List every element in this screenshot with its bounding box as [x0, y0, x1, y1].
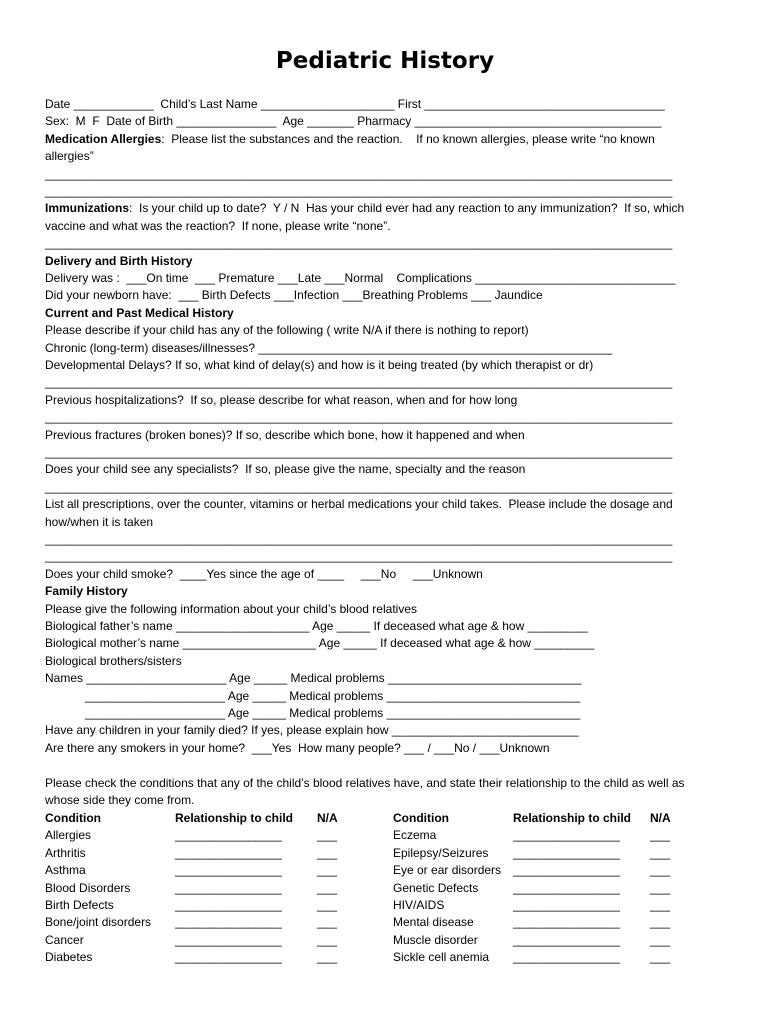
line-text: Previous hospitalizations? If so, please describe for what reason, when and for how long	[45, 392, 518, 407]
condition-name: Arthritis	[45, 845, 86, 860]
line-text: Biological brothers/sisters	[45, 653, 182, 668]
form-line	[45, 496, 673, 513]
line-text: Developmental Delays? If so, what kind of delay(s) and how is it being treated (by which therapist or dr)	[45, 358, 594, 372]
na-blank[interactable]: ___	[650, 828, 671, 843]
line-text: Previous fractures (broken bones)? If so, describe which bone, how it happened and when	[45, 427, 525, 442]
condition-name: Genetic Defects	[393, 880, 479, 895]
line-text: ______________________________________________________________________________________________	[45, 410, 673, 425]
na-blank[interactable]: ___	[317, 932, 338, 947]
form-line	[45, 131, 655, 148]
condition-name: Epilepsy/Seizures	[393, 845, 489, 860]
section-heading: Delivery and Birth History	[45, 253, 193, 268]
na-blank[interactable]: ___	[650, 950, 671, 965]
line-text: whose side they come from.	[45, 793, 195, 807]
condition-name: Cancer	[45, 932, 84, 947]
form-line	[45, 566, 483, 583]
line-text: Date ____________ Child’s Last Name ____________________ First ____________________________________	[45, 97, 665, 111]
form-line	[45, 270, 675, 287]
line-text: ______________________________________________________________________________________________	[45, 375, 673, 390]
line-text: Please check the conditions that any of the child’s blood relatives have, and state their relationship to the child as well as	[45, 775, 685, 790]
line-text: Sex: M F Date of Birth _______________ Age _______ Pharmacy _____________________________________	[45, 114, 662, 129]
na-blank[interactable]: ___	[317, 880, 338, 895]
line-text: Did your newborn have: ___ Birth Defects ___Infection ___Breathing Problems ___ Jaundice	[45, 288, 543, 303]
na-blank[interactable]: ___	[317, 845, 338, 860]
section-heading: Family History	[45, 584, 128, 599]
line-text: List all prescriptions, over the counter, vitamins or herbal medications your child takes. Please include the dosage and	[45, 497, 673, 512]
condition-name: Sickle cell anemia	[393, 950, 490, 965]
condition-name: Blood Disorders	[45, 880, 131, 895]
condition-name: Muscle disorder	[393, 932, 478, 947]
na-blank[interactable]: ___	[650, 915, 671, 930]
form-line	[45, 113, 662, 130]
line-text: Are there any smokers in your home? ___Yes How many people? ___ / ___No / ___Unknown	[45, 740, 550, 755]
form-line	[45, 253, 192, 270]
form-line	[45, 635, 594, 652]
form-line	[45, 235, 672, 252]
condition-name: HIV/AIDS	[393, 898, 445, 912]
line-text: Names _____________________ Age _____ Medical problems _____________________________	[45, 671, 582, 686]
line-text: Does your child see any specialists? If so, please give the name, specialty and the reason	[45, 462, 526, 477]
relationship-blank[interactable]: ________________	[175, 932, 282, 947]
header-relationship: Relationship to child	[175, 811, 294, 825]
condition-name: Birth Defects	[45, 898, 114, 912]
na-blank[interactable]: ___	[317, 828, 338, 843]
form-line	[45, 670, 581, 687]
form-line	[45, 340, 612, 357]
line-text: : Is your child up to date? Y / N Has your child ever had any reaction to any immunization? If so, which	[129, 201, 685, 216]
line-text: how/when it is taken	[45, 514, 154, 529]
na-blank[interactable]: ___	[317, 950, 338, 965]
form-line	[45, 705, 580, 722]
form-line	[45, 357, 593, 374]
form-line	[45, 514, 153, 531]
form-line	[45, 461, 525, 478]
condition-name: Diabetes	[45, 950, 93, 965]
relationship-blank[interactable]: ________________	[513, 950, 620, 965]
relationship-blank[interactable]: ________________	[513, 828, 620, 843]
condition-name: Asthma	[45, 863, 86, 878]
relationship-blank[interactable]: ________________	[175, 898, 282, 912]
line-text: Biological father’s name ____________________ Age _____ If deceased what age & how _________	[45, 619, 588, 633]
relationship-blank[interactable]: ________________	[513, 898, 620, 912]
form-line	[45, 148, 94, 165]
form-line	[45, 583, 128, 600]
line-text: Does your child smoke? ____Yes since the age of ____ ___No ___Unknown	[45, 566, 483, 581]
section-heading: Current and Past Medical History	[45, 305, 234, 320]
condition-name: Bone/joint disorders	[45, 915, 152, 930]
line-text: ______________________________________________________________________________________________	[45, 236, 673, 251]
header-na: N/A	[650, 811, 671, 825]
form-line	[45, 392, 517, 409]
relationship-blank[interactable]: ________________	[513, 863, 620, 878]
form-line	[45, 775, 685, 792]
line-text: : Please list the substances and the reaction. If no known allergies, please write “no known	[161, 131, 655, 146]
na-blank[interactable]: ___	[317, 863, 338, 878]
condition-name: Eczema	[393, 828, 437, 843]
line-text: Please describe if your child has any of the following ( write N/A if there is nothing to report)	[45, 323, 529, 338]
form-line	[45, 444, 672, 461]
form-line	[45, 287, 543, 304]
na-blank[interactable]: ___	[650, 863, 671, 878]
condition-name: Allergies	[45, 828, 92, 843]
relationship-blank[interactable]: ________________	[175, 915, 282, 930]
na-blank[interactable]: ___	[650, 880, 671, 895]
relationship-blank[interactable]: ________________	[175, 880, 282, 895]
relationship-blank[interactable]: ________________	[175, 863, 282, 878]
header-condition: Condition	[393, 811, 449, 825]
line-text: vaccine and what was the reaction? If none, please write “none”.	[45, 218, 391, 233]
relationship-blank[interactable]: ________________	[513, 932, 620, 947]
section-heading: Immunizations	[45, 201, 130, 216]
form-line	[45, 740, 550, 757]
na-blank[interactable]: ___	[317, 915, 338, 930]
form-line	[45, 322, 529, 339]
line-text: Have any children in your family died? If yes, please explain how ____________________________	[45, 723, 579, 738]
form-line	[45, 722, 579, 739]
form-line	[45, 618, 588, 635]
relationship-blank[interactable]: ________________	[175, 828, 282, 843]
form-line	[45, 200, 684, 217]
form-line	[45, 218, 391, 235]
form-line	[45, 96, 665, 113]
line-text: allergies”	[45, 149, 94, 164]
na-blank[interactable]: ___	[317, 898, 338, 912]
form-line	[45, 653, 182, 670]
relationship-blank[interactable]: ________________	[513, 845, 620, 860]
line-text: Chronic (long-term) diseases/illnesses? _____________________________________________________	[45, 340, 613, 355]
line-text: ______________________________________________________________________________________________	[45, 445, 673, 459]
form-line	[45, 792, 194, 809]
section-heading: Medication Allergies	[45, 131, 162, 146]
line-text: ______________________________________________________________________________________________	[45, 479, 673, 494]
line-text: ______________________________________________________________________________________________	[45, 166, 673, 181]
form-line	[45, 183, 672, 200]
condition-name: Eye or ear disorders	[393, 863, 502, 878]
line-text: Please give the following information about your child’s blood relatives	[45, 601, 417, 616]
line-text: _____________________ Age _____ Medical problems _____________________________	[45, 706, 581, 720]
header-condition: Condition	[45, 811, 101, 825]
line-text: _____________________ Age _____ Medical problems _____________________________	[45, 688, 581, 703]
form-line	[45, 409, 672, 426]
na-blank[interactable]: ___	[650, 898, 671, 912]
relationship-blank[interactable]: ________________	[513, 915, 620, 930]
line-text: Delivery was : ___On time ___ Premature ___Late ___Normal Complications ______________________________	[45, 271, 676, 285]
form-line	[45, 374, 672, 391]
header-na: N/A	[317, 811, 338, 825]
relationship-blank[interactable]: ________________	[175, 950, 282, 965]
line-text: Biological mother’s name ____________________ Age _____ If deceased what age & how _________	[45, 636, 595, 651]
form-line	[45, 479, 672, 496]
header-relationship: Relationship to child	[513, 811, 632, 825]
na-blank[interactable]: ___	[650, 932, 671, 947]
form-line	[45, 166, 672, 183]
form-line	[45, 688, 580, 705]
relationship-blank[interactable]: ________________	[513, 880, 620, 895]
na-blank[interactable]: ___	[650, 845, 671, 860]
form-line	[45, 305, 234, 322]
relationship-blank[interactable]: ________________	[175, 845, 282, 860]
form-line	[45, 427, 525, 444]
line-text: ______________________________________________________________________________________________	[45, 549, 673, 564]
page-title: Pediatric History	[275, 48, 495, 74]
condition-name: Mental disease	[393, 915, 474, 930]
form-line	[45, 548, 672, 565]
line-text: ______________________________________________________________________________________________	[45, 532, 673, 546]
form-line	[45, 601, 417, 618]
line-text: ______________________________________________________________________________________________	[45, 184, 673, 198]
form-line	[45, 531, 672, 548]
